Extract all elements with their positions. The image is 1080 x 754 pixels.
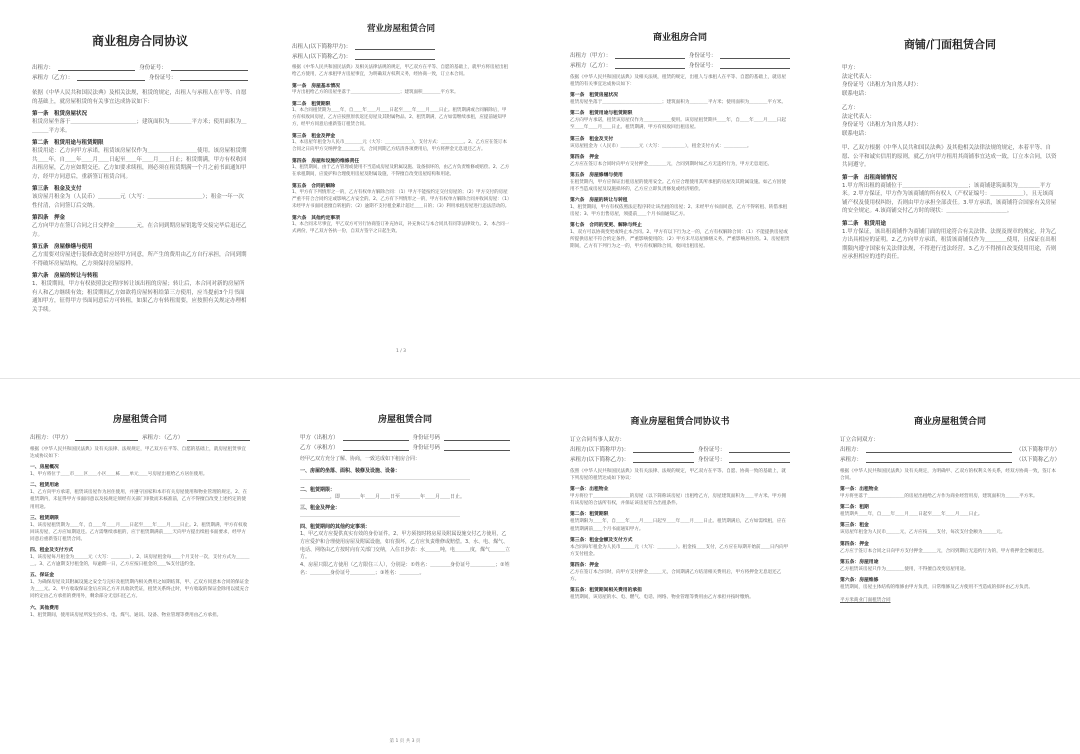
- page-6-section: 三、租金及押金： ＿＿＿＿＿＿＿＿＿＿＿＿＿＿＿＿＿＿＿＿＿＿＿＿＿＿＿＿＿＿＿＿: [300, 505, 461, 519]
- page-3-lessee-field: 承租方（乙方）： 身份证号：: [570, 61, 790, 69]
- page-7-parties-label: 订立合同当事人双方：: [570, 437, 626, 443]
- page-8-section: 第五条：房屋用途 乙方租赁该房屋只作为＿＿＿＿使用，不得擅自改变房屋用途。: [840, 559, 969, 572]
- page-2-section: 第一条 房屋基本情况 甲方出租给乙方的房屋坐落于＿＿＿＿＿＿＿＿＿＿＿；建筑面积＿＿＿＿平方米。: [292, 83, 459, 95]
- page-7-section: 第二条：租赁期限 租赁期限为＿＿年，自＿＿年＿＿月＿＿日起至＿＿年＿＿月＿＿日止。租赁期满后，乙方如需续租，应在租赁期满前＿＿个月书面通知甲方。: [570, 512, 786, 532]
- page-1-section: 第五条 房屋修缮与使用 乙方需要对房屋进行装修改造时应经甲方同意，所产生的费用由乙方自行承担，合同到期不得破坏房屋结构，乙方须保持房屋原样。: [32, 244, 247, 267]
- page-7-section: 第四条：押金 乙方在签订本合同时，向甲方支付押金＿＿＿元，合同期满乙方结清相关费用后，甲方将押金无息退还乙方。: [570, 562, 782, 582]
- page-1-section: 第六条 房屋的转让与转租 1、租赁期间，甲方有权依照法定程序转让该出租的房屋；转让后，本合同对新的房屋所有人和乙方继续有效；租赁期间乙方如欲将房屋转租给第三方使用，应当提前3个月书面通知甲方，征得甲方书面同意后方可转租，如果乙方有转租需要，应按照有关规定办理相关手续。: [32, 273, 247, 313]
- page-6-title: 房屋租赁合同: [377, 415, 432, 425]
- page-1-section: 第一条 租赁房屋状况 租赁房屋坐落于＿＿＿＿＿＿＿＿＿＿＿＿；建筑面积为＿＿＿＿平方米；使用面积为＿＿＿＿平方米。: [32, 111, 247, 134]
- page-8-section: 第四条：押金 乙方应于签订本合同之日向甲方支付押金＿＿＿元，合同到期后无违约行为的，甲方将押金全额退还。: [840, 541, 1047, 554]
- page-7-section: 第三条：租金金额及支付方式 本合同每年租金为人民币＿＿＿元（大写：＿＿＿＿）。租金按＿＿支付，乙方应在每期开始前＿＿日内向甲方支付租金。: [570, 537, 789, 557]
- page-1-lessor-field: 出租方： 身份证号：: [32, 63, 248, 71]
- document-page-2: [282, 14, 520, 358]
- page-2-page-number: 1 / 3: [395, 349, 407, 354]
- page-7-title: 商业房屋租赁合同协议书: [630, 417, 730, 427]
- document-page-8: [830, 400, 1070, 748]
- page-6-page-number: 第 1 页 共 3 页: [389, 739, 421, 744]
- page-5-section: 一、房屋概况 1、甲方将位于＿＿市＿＿区＿＿小区＿＿栋＿＿单元＿＿号房屋出租给乙方居住使用。: [30, 465, 208, 478]
- document-page-7: [560, 400, 800, 748]
- page-3-lessor-field: 出租方（甲方）： 身份证号：: [570, 51, 790, 59]
- page-1-lessee-field: 承租方（乙方）： 身份证号：: [32, 73, 248, 81]
- page-3-section: 第三条 租金及支付 该房屋租金为（人民币）＿＿＿＿元（大写：＿＿＿＿＿），租金支付方式：＿＿＿＿＿。: [570, 136, 752, 149]
- page-3-section: 第六条 房屋的转让与转租 1、租赁期间，甲方有权依照法定程序转让该出租的房屋；2、未经甲方书面同意，乙方不得转租、转借承租房屋；3、甲方出售房屋，须提前＿＿个月书面通知乙方。: [570, 197, 788, 218]
- page-6-lessee-field: 乙方（承租方） 身份证号码: [300, 443, 510, 451]
- page-8-section: 第一条：出租物业 甲方将坐落于＿＿＿＿＿＿＿＿的房屋出租给乙方作为商业经营用房，建筑面积为＿＿＿平方米。: [840, 487, 1038, 500]
- page-2-section: 第二条 租赁期限 1、本合同租赁期为＿＿年，自＿＿年＿＿月＿＿日起至＿＿年＿＿月＿＿日止。租赁期满或合同解除后，甲方有权收回房屋，乙方应按照原状返还房屋及其附属物品。2、租赁期满，乙方如需继续承租，应提前通知甲方，经甲方同意后重新签订租赁合同。: [292, 101, 507, 127]
- page-8-title: 商业房屋租赁合同: [913, 417, 986, 427]
- page-3-section: 第二条 租赁用途与租赁期限 乙方向甲方承诺，租赁该房屋仅作为＿＿＿＿＿＿使用。该房屋租赁期共＿＿年，自＿＿年＿＿月＿＿日起至＿＿年＿＿月＿＿日止。租赁期满，甲方有权收回出租房屋。: [570, 111, 786, 131]
- page-3-section: 第一条 租赁房屋状况 租赁房屋坐落于＿＿＿＿＿＿＿＿＿＿＿＿＿；建筑面积为＿＿＿＿平方米；使用面积为＿＿＿＿平方米。: [570, 93, 786, 106]
- page-1-section: 第四条 押金 乙方向甲方在签订合同之日交押金＿＿＿＿元，在合同到期房屋钥匙等交接完毕后退还乙方。: [32, 215, 247, 238]
- page-2-title: 营业房屋租赁合同: [366, 24, 435, 34]
- page-6-section: 4、房屋只限乙方使用（乙方限住三人），分别是：①姓名：＿＿＿＿身份证号＿＿＿＿＿；②姓名：＿＿＿＿身份证号＿＿＿＿＿；③姓名：＿＿＿＿。: [300, 562, 510, 576]
- page-1-intro: 依据《中华人民共和国民法典》及相关法规，租赁的规定，出租人与承租人在平等、自愿的基础上，就房屋租赁的有关事宜达成协议如下：: [32, 90, 247, 105]
- page-7-section: 第五条：租赁期间相关费用的承担 租赁期间，该房屋的水、电、燃气、电话、网络、物业管理等费用由乙方承担并按时缴纳。: [570, 588, 754, 601]
- page-2-lessee-field: 承租人(以下简称乙方)：: [292, 52, 510, 60]
- page-1-section: 第三条 租金及支付 该房屋月租金为（人民币）＿＿＿＿元（大写：＿＿＿＿＿＿＿＿＿＿）；租金一年一次性付清，合同签订后交纳。: [32, 186, 244, 209]
- page-4-title: 商铺/门面租赁合同: [903, 38, 997, 51]
- page-8-footnote: 平方米商业门面租赁合同: [840, 597, 891, 603]
- page-5-intro: 根据《中华人民共和国民法典》及有关法律、法规规定，甲乙双方在平等、自愿的基础上，就房屋租赁事宜达成协议如下：: [30, 447, 246, 460]
- page-1-section: 第二条 租赁用途与租赁期限 租赁用途：乙方向甲方承诺，租赁该房屋仅作为＿＿＿＿＿＿＿＿＿使用。该房屋租赁期共＿＿年，自＿＿年＿＿月＿＿日起至＿＿年＿＿月＿＿日止；租赁期满，甲方有权收回出租房屋，乙方应如期交还。乙方如要求续租，则必须在租赁期满一个月之前书面通知甲方，经甲方同意后，重新签订租赁合同。: [32, 140, 247, 180]
- page-8-section: 第二条：租期 租赁期共＿＿年，自＿＿年＿＿月＿＿日起至＿＿年＿＿月＿＿日止。: [840, 505, 983, 518]
- page-6-section: 二、租赁期限： ＿＿＿＿＿＿，即＿＿＿＿年＿＿月＿＿日至＿＿＿＿年＿＿月＿＿日止。: [300, 486, 466, 500]
- page-8-lessee-field: 承租方： （以下简称乙方）: [840, 457, 1060, 463]
- document-page-3: [560, 20, 800, 358]
- page-2-section: 第四条 房屋和设施的维修责任 1、租赁期间，由于乙方管理或使用不当造成房屋及附属设施、设备损坏的，由乙方负责维修或赔偿。2、乙方在承租期间，应爱护和合理使用房屋及附属设施，不得擅自改变房屋结构和用途。: [292, 158, 510, 177]
- page-3-section: 第四条 押金 乙方应在签订本合同时向甲方交付押金＿＿＿＿元，合同到期时如乙方无违约行为，甲方无息退还。: [570, 154, 773, 167]
- page-3-section: 第五条 房屋修缮与使用 在租赁期内，甲方应保证出租房屋的使用安全。乙方应合理使用其所承租的房屋及其附属设施。如乙方因使用不当造成房屋及设施损坏的，乙方应立即负责修复或经济赔偿。: [570, 172, 786, 192]
- page-3-section: 第七条 合同的变更、解除与终止 1、双方可以协商变更或终止本合同。2、甲方有以下行为之一的，乙方有权解除合同：（1）不能提供房屋或所提供房屋不符合约定条件，严重影响使用的；（2）甲方未尽房屋修缮义务，严重影响居住的。3、房屋租赁期间，乙方有下列行为之一的，甲方有权解除合同，收回出租房屋。: [570, 223, 790, 250]
- page-3-title: 商业租房合同: [652, 33, 707, 43]
- page-7-lessor-field: 出租方(以下简称甲方)： 身份证号：: [570, 445, 790, 453]
- page-8-parties-label: 订立合同双方：: [840, 437, 879, 443]
- page-5-section: 三、租赁期限 1、该房屋租赁期为＿＿年，自＿＿年＿＿月＿＿日起至＿＿年＿＿月＿＿日止。2、租赁期满，甲方有权收回该房屋，乙方应如期返还。乙方需继续承租的，应于租赁期满前＿＿天向甲方提出续租书面要求，经甲方同意后重新签订租赁合同。: [30, 515, 248, 542]
- document-page-1: [20, 20, 260, 358]
- page-2-lessor-field: 出租人(以下简称甲方)：: [292, 42, 510, 50]
- grid-divider-horizontal: [0, 378, 1080, 379]
- page-4-section: 第二条 租赁用途 1.甲方保证，该出租商铺作为商铺门面的用途符合有关法律、法规及规章的规定，并为乙方出具相应的证明。2.乙方向甲方承诺，租赁该商铺仅作为＿＿＿＿使用，且保证在出租期限内遵守国家有关法律法规，不得进行违法经营。3.乙方不得擅自改变使用用途，否则应承担相应的违约责任。: [842, 220, 1057, 261]
- page-8-lessor-field: 出租方： （以下简称甲方）: [840, 447, 1060, 453]
- page-6-intro: 经甲乙双方充分了解、协商，一致达成如下租房合同：: [300, 456, 421, 462]
- page-2-section: 第三条 租金及押金 1、本房屋年租金为人民币＿＿＿＿元（大写：＿＿＿＿＿＿），支付方式：＿＿＿＿＿。2、乙方应在签订本合同之日向甲方交纳押金＿＿＿＿元，合同到期乙方结清各项费用后，甲方将押金无息退还乙方。: [292, 133, 507, 152]
- document-page-5: [20, 396, 260, 748]
- page-5-section: 五、保证金 1、为确保房屋及其附属设施之安全与完好及租赁期内相关费用之如期结算，甲、乙双方同意本合同的保证金为＿＿元。2、甲方收取保证金后应向乙方开具收款凭证，租赁关系终止时，甲方收取的保证金除用以抵充合同约定由乙方承担的费用外，剩余部分无息归还乙方。: [30, 573, 249, 600]
- page-4-section: 第一条 出租商铺情况 1.甲方所出租的商铺位于＿＿＿＿＿＿＿＿＿＿＿＿；该商铺建筑面积为＿＿＿＿平方米。2.甲方保证，甲方作为该商铺的所有权人（产权证编号：＿＿＿＿＿＿），且无该商铺产权及使用权纠纷，否则由甲方承担全部责任。3.甲方承诺，该商铺符合国家有关房屋的安全规定。4.该商铺交付乙方时的现状：＿＿＿＿＿＿＿＿＿＿＿。: [842, 174, 1057, 215]
- page-5-parties-field: 出租方：（甲方） 承租方：（乙方）: [30, 433, 250, 441]
- page-4-intro: 甲、乙双方根据《中华人民共和国民法典》及其他相关法律法规的规定，本着平等、自愿、公平和诚实信用的原则，就乙方向甲方租用其商铺事宜达成一致，订立本合同，以资共同遵守。: [842, 145, 1057, 169]
- page-6-section: 四、租赁期间的其他约定事项： 1、甲乙双方应提供真实有效的身份证件。2、甲方须按时将房屋及附属设施交付乙方使用，乙方应爱护和合理使用房屋及附属设施，如有损坏，乙方应负责维修或赔偿。3、水、电、煤气、电话、网络由乙方按时向有关部门交纳，入住日抄表：水＿＿＿吨，电＿＿＿度，煤气＿＿＿立方。: [300, 524, 511, 561]
- page-7-section: 第一条：出租物业 甲方将位于＿＿＿＿＿＿＿＿的房屋（以下简称该房屋）出租给乙方，房屋建筑面积为＿＿平方米。甲方拥有该房屋的合法所有权，并保证该房屋符合出租条件。: [570, 487, 786, 507]
- page-1-title: 商业租房合同协议: [91, 34, 188, 48]
- page-6-section: 一、房屋的坐落、面积、装修及设施、设备： ＿＿＿＿＿＿＿＿＿＿＿＿＿＿＿＿＿＿＿＿＿＿＿＿＿＿＿＿＿＿＿＿＿＿: [300, 467, 471, 481]
- page-6-lessor-field: 甲方（出租方） 身份证号码: [300, 433, 510, 441]
- page-8-section: 第三条：租金 该房屋年租金为人民币＿＿＿元，乙方应按＿＿支付，每次支付金额为＿＿＿元。: [840, 523, 1006, 536]
- page-5-section: 二、租赁用途 1、乙方向甲方承诺，租赁该房屋作为居住使用，并遵守国家和本市有关房屋使用和物业管理的规定。2、在租赁期内，未征得甲方书面同意以及按规定须经有关部门审批而未核准前，乙方不得擅自改变上述约定的使用用途。: [30, 483, 248, 510]
- page-5-title: 房屋租赁合同: [112, 415, 167, 425]
- page-2-section: 第五条 合同的解除 1、甲方有下列情形之一的，乙方有权单方解除合同：（1）甲方不能按约定交付房屋的；（2）甲方交付的房屋严重不符合合同约定或影响乙方安全的。2、乙方有下列情形之一的，甲方有权单方解除合同并收回房屋：（1）未经甲方书面同意擅自转租的；（2）逾期不支付租金累计超过＿＿日的；（3）利用承租房屋进行违法活动的。: [292, 183, 510, 209]
- page-7-lessee-field: 承租方(以下简称乙方)： 身份证号：: [570, 455, 790, 463]
- page-7-intro: 依照《中华人民共和国民法典》及有关法律、法规的规定，甲乙双方在平等、自愿、协商一致的基础上，就下列房屋的租赁达成如下协议：: [570, 469, 786, 482]
- page-8-section: 第六条：房屋维修 租赁期间，房屋主体结构的维修由甲方负责，日常维修及乙方使用不当造成的损坏由乙方负责。: [840, 577, 1033, 590]
- page-4-party-a: 甲方： 法定代表人： 身份证号（出租方为自然人时）： 联系电话：: [842, 65, 922, 97]
- page-5-section: 六、其他费用 1、租赁期间，使用该房屋所发生的水、电、煤气、通讯、设备、物业管理等费用由乙方承担。: [30, 605, 222, 618]
- page-3-intro: 依据《中华人民共和国民法典》及相关法规，租赁的规定，出租人与承租人在平等、自愿的基础上，就房屋租赁的有关事宜达成协议如下：: [570, 75, 786, 88]
- page-2-intro: 根据《中华人民共和国民法典》及相关法律法规的规定，甲乙双方在平等、自愿的基础上，就甲方将房屋出租给乙方使用，乙方承租甲方房屋事宜，为明确双方权利义务，经协商一致，订立本合同。: [292, 65, 508, 77]
- document-page-4: [830, 22, 1070, 358]
- page-2-section: 第六条 其他约定事项 1、本合同未尽事宜，甲乙双方可另行协商签订补充协议，补充协议与本合同具有同等法律效力。2、本合同一式两份，甲乙双方各执一份，自双方签字之日起生效。: [292, 215, 510, 234]
- document-page-6: [290, 396, 520, 748]
- page-5-section: 四、租金及支付方式 1、该房屋每月租金为＿＿＿元（大写：＿＿＿＿）。2、该房屋租金每＿＿个月支付一次，支付方式为＿＿＿＿。3、乙方逾期支付租金的，每逾期一日，乙方应按日租金的＿＿%支付违约金。: [30, 547, 250, 568]
- page-4-party-b: 乙方： 法定代表人： 身份证号（出租方为自然人时）： 联系电话：: [842, 105, 922, 137]
- page-8-intro: 根据《中华人民共和国民法典》及有关规定，为明确甲、乙双方的权利义务关系，经双方协商一致，签订本合同。: [840, 469, 1056, 482]
